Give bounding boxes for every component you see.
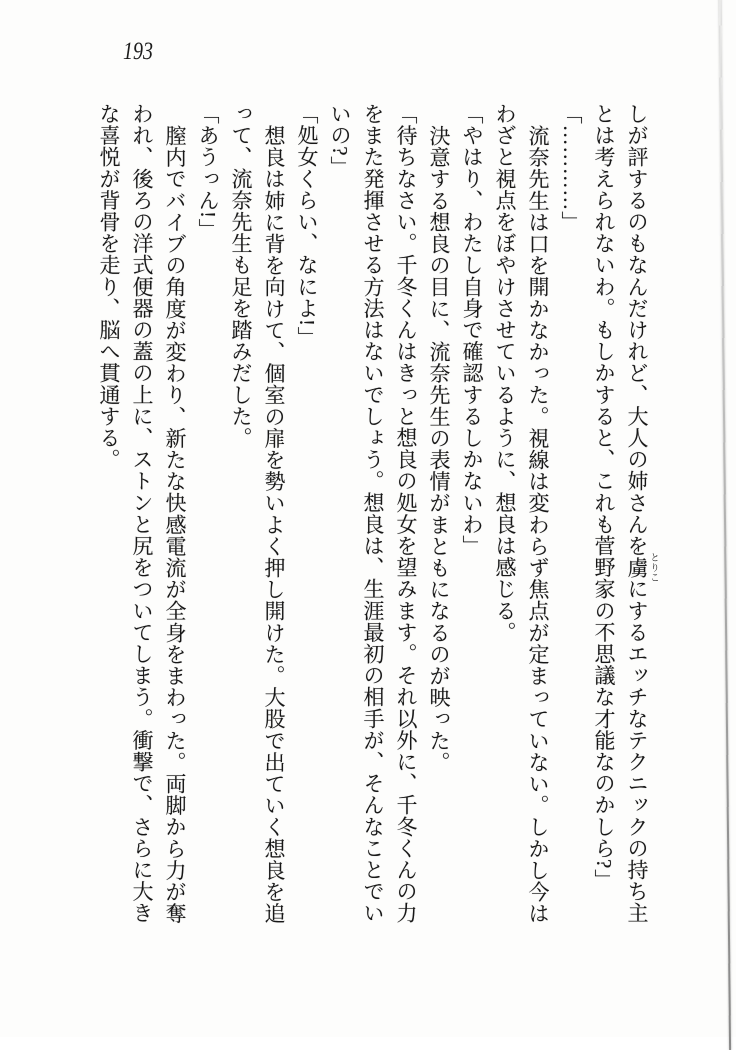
text-line: しが評するのもなんだけれど、大人の姉さんを虜 とりこにするエッチなテクニックの持ち主 [625,103,658,924]
text-line: とは考えられないわ。もしかすると、これも菅野家の不思議な才能なのかしら?」 [592,103,616,891]
text-line: 流奈先生は口を開かなかった。視線は変わらず焦点が定まっていない。しかし今は [526,124,550,924]
text-line: 決意する想良の目に、流奈先生の表情がまともになるのが映った。 [427,124,451,773]
page-text [96,103,658,927]
text-line: いの?」 [328,103,352,178]
text-line: 膣内でバイブの角度が変わり、新たな快感電流が全身をまわった。両脚から力が奪 [163,124,187,924]
text-line: 「…………」 [559,103,583,233]
text-line: 想良は姉に背を向けて、個室の扉を勢いよく押し開けた。大股で出ていく想良を追 [262,124,286,924]
text-line: われ、後ろの洋式便器の蓋の上に、ストンと尻をついてしまう。衝撃で、さらに大き [130,103,154,924]
text-line: 「やはり、わたし自身で確認するしかないわ」 [460,103,484,557]
furigana: とりこ [648,552,658,583]
text-line: って、流奈先生も足を踏みだした。 [229,103,253,449]
page-edge-shadow [719,0,731,1050]
text-line: 「処女くらい、なによ!」 [295,103,319,349]
text-line: な喜悦が背骨を走り、脳へ貫通する。 [97,103,121,471]
text-line: わざと視点をぼやけさせているように、想良は感じる。 [493,103,517,643]
text-line: をまた発揮させる方法はないでしょう。想良は、生涯最初の相手が、そんなことでい [361,103,385,924]
text-line: 「待ちなさい。千冬くんはきっと想良の処女を望みます。それ以外に、千冬くんの力 [394,103,418,924]
page-number: 193 [123,38,153,65]
ruby-annotated-word: 虜 とりこ [625,552,658,583]
text-line: 「あうっん!」 [196,103,220,241]
